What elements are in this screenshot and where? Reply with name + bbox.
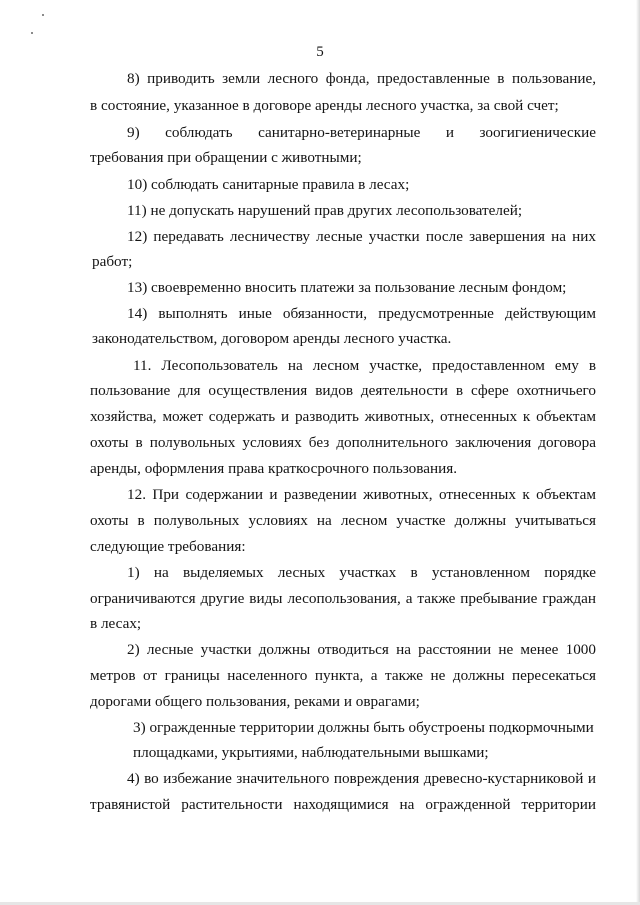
- text-line: 4) во избежание значительного повреждения древесно-кустарниковой и: [127, 770, 596, 787]
- text-line: 12. При содержании и разведении животных, отнесенных к объектам: [127, 486, 596, 503]
- page-edge-shadow: [636, 0, 640, 905]
- scan-speck: [31, 32, 33, 34]
- text-line: охоты в полувольных условиях на лесном участке должны учитываться: [90, 512, 596, 529]
- scan-speck: [42, 14, 44, 16]
- text-line: дорогами общего пользования, реками и оврагами;: [90, 693, 420, 710]
- text-line: аренды, оформления права краткосрочного пользования.: [90, 460, 458, 477]
- text-line: 10) соблюдать санитарные правила в лесах;: [127, 176, 410, 193]
- text-line: законодательством, договором аренды лесного участка.: [92, 330, 452, 347]
- text-line: работ;: [92, 253, 133, 270]
- text-line: в состояние, указанное в договоре аренды лесного участка, за свой счет;: [90, 97, 559, 114]
- text-line: 14) выполнять иные обязанности, предусмотренные действующим: [127, 305, 596, 322]
- text-line: метров от границы населенного пункта, а также не должны пересекаться: [90, 667, 596, 684]
- text-line: 11. Лесопользователь на лесном участке, предоставленном ему в: [133, 357, 596, 374]
- text-line: 1) на выделяемых лесных участках в установленном порядке: [127, 564, 596, 581]
- text-line: площадками, укрытиями, наблюдательными вышками;: [133, 744, 489, 761]
- text-line: 2) лесные участки должны отводиться на расстоянии не менее 1000: [127, 641, 596, 658]
- text-line: следующие требования:: [90, 538, 246, 555]
- text-line: ограничиваются другие виды лесопользования, а также пребывание граждан: [90, 590, 596, 607]
- text-line: 12) передавать лесничеству лесные участки после завершения на них: [127, 228, 596, 245]
- text-line: требования при обращении с животными;: [90, 149, 362, 166]
- text-line: в лесах;: [90, 615, 142, 632]
- text-line: травянистой растительности находящимися на огражденной территории: [90, 796, 596, 813]
- text-line: 3) огражденные территории должны быть обустроены подкормочными: [133, 719, 594, 736]
- text-line: пользование для осуществления видов деятельности в сфере охотничьего: [90, 382, 596, 399]
- text-line: охоты в полувольных условиях без дополнительного заключения договора: [90, 434, 596, 451]
- text-line: хозяйства, может содержать и разводить животных, отнесенных к объектам: [90, 408, 596, 425]
- page-number: 5: [316, 44, 324, 60]
- text-line: 8) приводить земли лесного фонда, предоставленные в пользование,: [127, 70, 596, 87]
- text-line: 9) соблюдать санитарно-ветеринарные и зоогигиенические: [127, 124, 596, 141]
- text-line: 13) своевременно вносить платежи за пользование лесным фондом;: [127, 279, 567, 296]
- text-line: 11) не допускать нарушений прав других лесопользователей;: [127, 202, 523, 219]
